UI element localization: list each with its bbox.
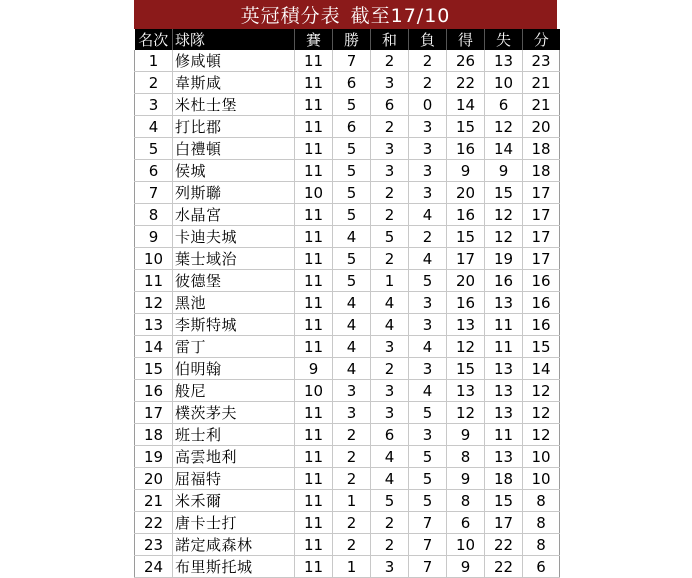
cell-team: 米杜士堡 bbox=[173, 94, 295, 116]
cell-won: 4 bbox=[333, 292, 371, 314]
cell-team: 彼德堡 bbox=[173, 270, 295, 292]
cell-drawn: 2 bbox=[371, 512, 409, 534]
cell-goals-against: 13 bbox=[485, 380, 523, 402]
cell-points: 17 bbox=[523, 182, 560, 204]
table-row bbox=[135, 50, 560, 72]
cell-rank: 15 bbox=[135, 358, 173, 380]
cell-drawn: 1 bbox=[371, 270, 409, 292]
standings-table bbox=[134, 29, 560, 578]
cell-drawn: 3 bbox=[371, 380, 409, 402]
cell-lost: 4 bbox=[409, 204, 447, 226]
cell-goals-for: 16 bbox=[447, 204, 485, 226]
cell-played: 11 bbox=[295, 336, 333, 358]
cell-drawn: 6 bbox=[371, 94, 409, 116]
cell-lost: 3 bbox=[409, 424, 447, 446]
cell-lost: 5 bbox=[409, 468, 447, 490]
cell-lost: 7 bbox=[409, 556, 447, 578]
table-row bbox=[135, 248, 560, 270]
cell-rank: 2 bbox=[135, 72, 173, 94]
cell-drawn: 2 bbox=[371, 358, 409, 380]
cell-played: 11 bbox=[295, 292, 333, 314]
table-row bbox=[135, 292, 560, 314]
cell-drawn: 3 bbox=[371, 556, 409, 578]
cell-team: 韋斯咸 bbox=[173, 72, 295, 94]
cell-lost: 3 bbox=[409, 182, 447, 204]
cell-played: 11 bbox=[295, 160, 333, 182]
cell-goals-for: 22 bbox=[447, 72, 485, 94]
cell-points: 12 bbox=[523, 402, 560, 424]
cell-lost: 7 bbox=[409, 534, 447, 556]
cell-goals-against: 18 bbox=[485, 468, 523, 490]
cell-drawn: 4 bbox=[371, 314, 409, 336]
cell-goals-for: 13 bbox=[447, 314, 485, 336]
cell-drawn: 2 bbox=[371, 116, 409, 138]
cell-played: 10 bbox=[295, 380, 333, 402]
cell-drawn: 5 bbox=[371, 226, 409, 248]
cell-rank: 22 bbox=[135, 512, 173, 534]
cell-goals-for: 13 bbox=[447, 380, 485, 402]
cell-goals-against: 10 bbox=[485, 72, 523, 94]
cell-drawn: 2 bbox=[371, 248, 409, 270]
standings-table-panel bbox=[134, 0, 557, 578]
cell-drawn: 2 bbox=[371, 204, 409, 226]
cell-won: 4 bbox=[333, 314, 371, 336]
cell-goals-against: 22 bbox=[485, 556, 523, 578]
cell-goals-for: 15 bbox=[447, 116, 485, 138]
table-row bbox=[135, 490, 560, 512]
cell-goals-against: 9 bbox=[485, 160, 523, 182]
cell-won: 4 bbox=[333, 358, 371, 380]
cell-goals-for: 17 bbox=[447, 248, 485, 270]
cell-points: 23 bbox=[523, 50, 560, 72]
cell-rank: 16 bbox=[135, 380, 173, 402]
header-played: 賽 bbox=[295, 29, 333, 50]
cell-played: 11 bbox=[295, 534, 333, 556]
cell-lost: 4 bbox=[409, 380, 447, 402]
cell-points: 15 bbox=[523, 336, 560, 358]
header-won: 勝 bbox=[333, 29, 371, 50]
table-row bbox=[135, 358, 560, 380]
cell-team: 樸茨茅夫 bbox=[173, 402, 295, 424]
cell-team: 諾定咸森林 bbox=[173, 534, 295, 556]
table-row bbox=[135, 468, 560, 490]
cell-team: 布里斯托城 bbox=[173, 556, 295, 578]
cell-won: 2 bbox=[333, 534, 371, 556]
cell-won: 5 bbox=[333, 270, 371, 292]
table-row bbox=[135, 204, 560, 226]
cell-drawn: 3 bbox=[371, 72, 409, 94]
cell-played: 11 bbox=[295, 512, 333, 534]
cell-goals-for: 20 bbox=[447, 182, 485, 204]
cell-points: 8 bbox=[523, 490, 560, 512]
cell-drawn: 2 bbox=[371, 534, 409, 556]
table-row bbox=[135, 270, 560, 292]
cell-team: 卡迪夫城 bbox=[173, 226, 295, 248]
cell-won: 3 bbox=[333, 402, 371, 424]
cell-goals-for: 16 bbox=[447, 138, 485, 160]
cell-rank: 13 bbox=[135, 314, 173, 336]
cell-rank: 24 bbox=[135, 556, 173, 578]
cell-rank: 4 bbox=[135, 116, 173, 138]
cell-rank: 9 bbox=[135, 226, 173, 248]
cell-team: 雷丁 bbox=[173, 336, 295, 358]
cell-rank: 19 bbox=[135, 446, 173, 468]
cell-team: 班士利 bbox=[173, 424, 295, 446]
cell-goals-against: 15 bbox=[485, 182, 523, 204]
cell-goals-against: 13 bbox=[485, 446, 523, 468]
table-row bbox=[135, 534, 560, 556]
cell-team: 修咸頓 bbox=[173, 50, 295, 72]
cell-played: 11 bbox=[295, 226, 333, 248]
cell-points: 16 bbox=[523, 314, 560, 336]
cell-goals-against: 17 bbox=[485, 512, 523, 534]
cell-drawn: 4 bbox=[371, 292, 409, 314]
cell-goals-for: 8 bbox=[447, 490, 485, 512]
cell-goals-against: 14 bbox=[485, 138, 523, 160]
cell-goals-for: 26 bbox=[447, 50, 485, 72]
cell-goals-against: 11 bbox=[485, 424, 523, 446]
cell-points: 6 bbox=[523, 556, 560, 578]
cell-drawn: 5 bbox=[371, 490, 409, 512]
cell-goals-against: 13 bbox=[485, 292, 523, 314]
cell-rank: 3 bbox=[135, 94, 173, 116]
cell-rank: 6 bbox=[135, 160, 173, 182]
cell-goals-for: 12 bbox=[447, 336, 485, 358]
cell-drawn: 3 bbox=[371, 336, 409, 358]
cell-goals-for: 9 bbox=[447, 556, 485, 578]
cell-played: 11 bbox=[295, 248, 333, 270]
table-row bbox=[135, 182, 560, 204]
cell-points: 17 bbox=[523, 248, 560, 270]
cell-played: 11 bbox=[295, 116, 333, 138]
cell-goals-against: 12 bbox=[485, 116, 523, 138]
cell-lost: 5 bbox=[409, 490, 447, 512]
cell-lost: 5 bbox=[409, 402, 447, 424]
cell-played: 11 bbox=[295, 270, 333, 292]
table-row bbox=[135, 116, 560, 138]
table-row bbox=[135, 138, 560, 160]
cell-team: 般尼 bbox=[173, 380, 295, 402]
cell-points: 20 bbox=[523, 116, 560, 138]
cell-won: 2 bbox=[333, 468, 371, 490]
cell-goals-for: 20 bbox=[447, 270, 485, 292]
cell-goals-against: 19 bbox=[485, 248, 523, 270]
header-drawn: 和 bbox=[371, 29, 409, 50]
cell-won: 2 bbox=[333, 424, 371, 446]
cell-points: 21 bbox=[523, 72, 560, 94]
cell-rank: 8 bbox=[135, 204, 173, 226]
cell-team: 唐卡士打 bbox=[173, 512, 295, 534]
cell-goals-for: 16 bbox=[447, 292, 485, 314]
table-row bbox=[135, 94, 560, 116]
cell-lost: 3 bbox=[409, 160, 447, 182]
cell-lost: 3 bbox=[409, 116, 447, 138]
cell-won: 1 bbox=[333, 556, 371, 578]
header-row bbox=[135, 29, 560, 50]
table-row bbox=[135, 226, 560, 248]
cell-team: 白禮頓 bbox=[173, 138, 295, 160]
cell-rank: 7 bbox=[135, 182, 173, 204]
table-row bbox=[135, 380, 560, 402]
cell-rank: 20 bbox=[135, 468, 173, 490]
table-row bbox=[135, 160, 560, 182]
cell-drawn: 6 bbox=[371, 424, 409, 446]
cell-lost: 7 bbox=[409, 512, 447, 534]
cell-rank: 21 bbox=[135, 490, 173, 512]
cell-won: 1 bbox=[333, 490, 371, 512]
cell-points: 12 bbox=[523, 424, 560, 446]
cell-lost: 3 bbox=[409, 292, 447, 314]
cell-goals-for: 10 bbox=[447, 534, 485, 556]
cell-rank: 11 bbox=[135, 270, 173, 292]
header-points: 分 bbox=[523, 29, 560, 50]
cell-won: 5 bbox=[333, 182, 371, 204]
header-team: 球隊 bbox=[173, 29, 295, 50]
cell-lost: 2 bbox=[409, 226, 447, 248]
cell-points: 18 bbox=[523, 160, 560, 182]
cell-goals-for: 9 bbox=[447, 424, 485, 446]
cell-team: 李斯特城 bbox=[173, 314, 295, 336]
header-rank: 名次 bbox=[135, 29, 173, 50]
cell-played: 11 bbox=[295, 72, 333, 94]
cell-goals-against: 16 bbox=[485, 270, 523, 292]
cell-played: 11 bbox=[295, 204, 333, 226]
table-title: 英冠積分表 bbox=[240, 5, 341, 27]
cell-goals-for: 14 bbox=[447, 94, 485, 116]
header-lost: 負 bbox=[409, 29, 447, 50]
cell-goals-against: 15 bbox=[485, 490, 523, 512]
cell-team: 高雲地利 bbox=[173, 446, 295, 468]
cell-drawn: 3 bbox=[371, 138, 409, 160]
cell-points: 14 bbox=[523, 358, 560, 380]
cell-rank: 1 bbox=[135, 50, 173, 72]
cell-lost: 3 bbox=[409, 138, 447, 160]
cell-lost: 3 bbox=[409, 314, 447, 336]
cell-rank: 17 bbox=[135, 402, 173, 424]
cell-played: 11 bbox=[295, 402, 333, 424]
cell-goals-for: 15 bbox=[447, 358, 485, 380]
cell-goals-against: 11 bbox=[485, 336, 523, 358]
cell-lost: 0 bbox=[409, 94, 447, 116]
cell-goals-against: 12 bbox=[485, 226, 523, 248]
cell-points: 10 bbox=[523, 468, 560, 490]
header-goals-against: 失 bbox=[485, 29, 523, 50]
cell-drawn: 2 bbox=[371, 182, 409, 204]
cell-rank: 5 bbox=[135, 138, 173, 160]
cell-won: 2 bbox=[333, 446, 371, 468]
cell-drawn: 4 bbox=[371, 446, 409, 468]
cell-lost: 5 bbox=[409, 446, 447, 468]
header-goals-for: 得 bbox=[447, 29, 485, 50]
cell-lost: 4 bbox=[409, 248, 447, 270]
cell-team: 侯城 bbox=[173, 160, 295, 182]
cell-goals-against: 13 bbox=[485, 402, 523, 424]
cell-won: 4 bbox=[333, 226, 371, 248]
cell-points: 21 bbox=[523, 94, 560, 116]
cell-won: 2 bbox=[333, 512, 371, 534]
cell-team: 屈福特 bbox=[173, 468, 295, 490]
cell-drawn: 4 bbox=[371, 468, 409, 490]
cell-goals-against: 6 bbox=[485, 94, 523, 116]
cell-won: 5 bbox=[333, 204, 371, 226]
cell-played: 11 bbox=[295, 314, 333, 336]
cell-played: 11 bbox=[295, 94, 333, 116]
table-row bbox=[135, 402, 560, 424]
cell-goals-against: 12 bbox=[485, 204, 523, 226]
cell-won: 4 bbox=[333, 336, 371, 358]
table-title-bar bbox=[134, 0, 557, 29]
cell-points: 16 bbox=[523, 270, 560, 292]
cell-goals-for: 15 bbox=[447, 226, 485, 248]
cell-rank: 23 bbox=[135, 534, 173, 556]
cell-won: 6 bbox=[333, 72, 371, 94]
cell-points: 17 bbox=[523, 204, 560, 226]
cell-goals-for: 9 bbox=[447, 468, 485, 490]
cell-rank: 18 bbox=[135, 424, 173, 446]
cell-played: 11 bbox=[295, 556, 333, 578]
table-row bbox=[135, 336, 560, 358]
cell-team: 黑池 bbox=[173, 292, 295, 314]
cell-team: 列斯聯 bbox=[173, 182, 295, 204]
cell-points: 8 bbox=[523, 534, 560, 556]
table-row bbox=[135, 424, 560, 446]
cell-drawn: 3 bbox=[371, 160, 409, 182]
cell-team: 水晶宮 bbox=[173, 204, 295, 226]
cell-played: 11 bbox=[295, 138, 333, 160]
cell-goals-against: 13 bbox=[485, 50, 523, 72]
cell-goals-against: 13 bbox=[485, 358, 523, 380]
table-subtitle: 截至17/10 bbox=[350, 5, 451, 27]
cell-points: 18 bbox=[523, 138, 560, 160]
cell-goals-for: 6 bbox=[447, 512, 485, 534]
cell-lost: 3 bbox=[409, 358, 447, 380]
cell-drawn: 3 bbox=[371, 402, 409, 424]
cell-played: 11 bbox=[295, 446, 333, 468]
cell-won: 7 bbox=[333, 50, 371, 72]
cell-goals-against: 11 bbox=[485, 314, 523, 336]
cell-played: 11 bbox=[295, 50, 333, 72]
cell-team: 葉士域治 bbox=[173, 248, 295, 270]
cell-played: 11 bbox=[295, 468, 333, 490]
cell-played: 10 bbox=[295, 182, 333, 204]
cell-lost: 4 bbox=[409, 336, 447, 358]
cell-won: 3 bbox=[333, 380, 371, 402]
cell-points: 12 bbox=[523, 380, 560, 402]
cell-won: 5 bbox=[333, 94, 371, 116]
cell-team: 打比郡 bbox=[173, 116, 295, 138]
cell-won: 5 bbox=[333, 248, 371, 270]
cell-goals-for: 9 bbox=[447, 160, 485, 182]
cell-points: 8 bbox=[523, 512, 560, 534]
cell-won: 6 bbox=[333, 116, 371, 138]
table-row bbox=[135, 556, 560, 578]
cell-points: 16 bbox=[523, 292, 560, 314]
table-row bbox=[135, 446, 560, 468]
cell-played: 9 bbox=[295, 358, 333, 380]
cell-team: 米禾爾 bbox=[173, 490, 295, 512]
cell-lost: 5 bbox=[409, 270, 447, 292]
cell-lost: 2 bbox=[409, 50, 447, 72]
cell-rank: 14 bbox=[135, 336, 173, 358]
cell-goals-for: 12 bbox=[447, 402, 485, 424]
cell-played: 11 bbox=[295, 424, 333, 446]
cell-goals-against: 22 bbox=[485, 534, 523, 556]
cell-won: 5 bbox=[333, 160, 371, 182]
cell-lost: 2 bbox=[409, 72, 447, 94]
cell-team: 伯明翰 bbox=[173, 358, 295, 380]
cell-won: 5 bbox=[333, 138, 371, 160]
cell-points: 17 bbox=[523, 226, 560, 248]
cell-goals-for: 8 bbox=[447, 446, 485, 468]
cell-drawn: 2 bbox=[371, 50, 409, 72]
cell-points: 10 bbox=[523, 446, 560, 468]
cell-rank: 12 bbox=[135, 292, 173, 314]
cell-played: 11 bbox=[295, 490, 333, 512]
cell-rank: 10 bbox=[135, 248, 173, 270]
table-row bbox=[135, 314, 560, 336]
table-row bbox=[135, 72, 560, 94]
